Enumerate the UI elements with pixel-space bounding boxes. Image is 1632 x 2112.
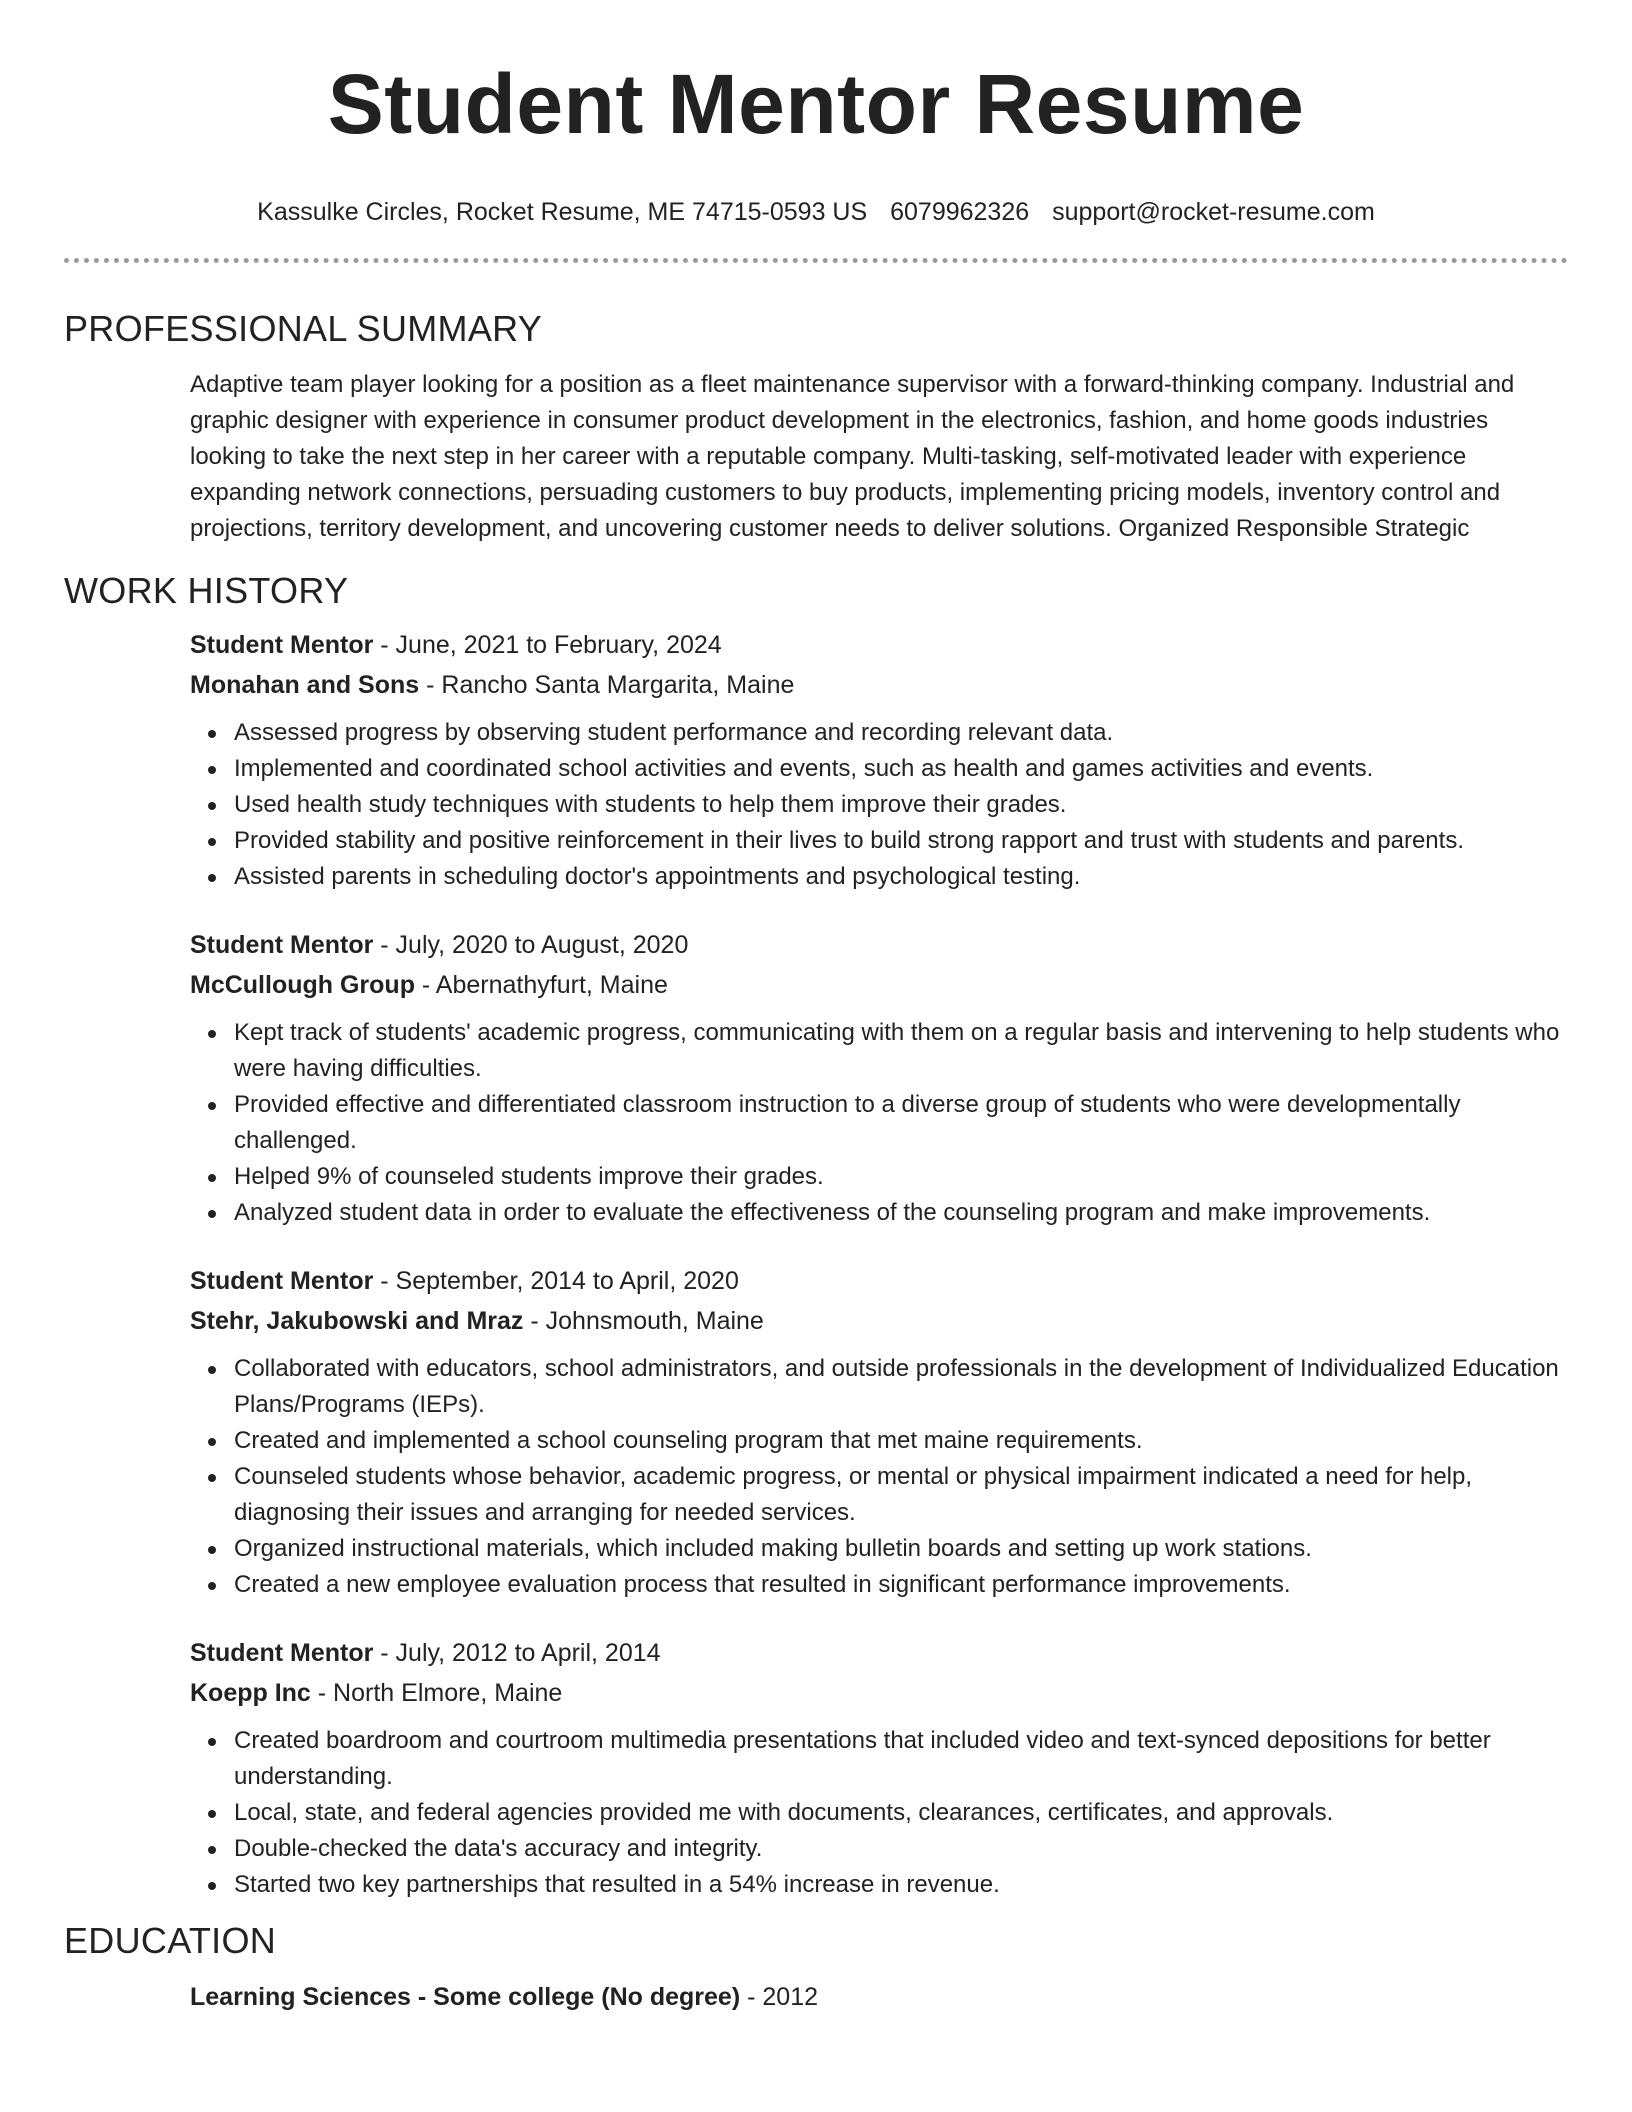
job-role: Student Mentor (190, 931, 374, 959)
resume-title: Student Mentor Resume (327, 57, 1305, 151)
job-company-line (190, 965, 1568, 1005)
contact-email[interactable]: support@rocket-resume.com (1052, 198, 1375, 226)
job-role: Student Mentor (190, 1267, 374, 1295)
job-role-line (190, 1633, 1568, 1673)
summary-section (190, 367, 1568, 547)
job-entry (190, 1633, 1568, 1903)
job-location: - North Elmore, Maine (310, 1679, 563, 1707)
job-entry (190, 625, 1568, 895)
job-role-line (190, 925, 1568, 965)
job-bullet: Kept track of students' academic progress, communicating with them on a regular basis and intervening to help students who were having difficulties. (234, 1015, 1568, 1087)
job-company: McCullough Group (190, 971, 415, 999)
job-company: Monahan and Sons (190, 671, 420, 699)
job-role: Student Mentor (190, 1639, 374, 1667)
work-history-heading: WORK HISTORY (64, 570, 349, 611)
job-bullets (190, 1723, 1568, 1903)
job-role-line (190, 625, 1568, 665)
job-company-line (190, 665, 1568, 705)
summary-text: Adaptive team player looking for a position as a fleet maintenance supervisor with a forward-thinking company. Industrial and graphic designer with experience in consumer product development in the electronics, fashion, and home goods industries looking to take the next step in her career with a reputable company. Multi-tasking, self-motivated leader with experience expanding network connections, persuading customers to buy products, implementing pricing models, inventory control and projections, territory development, and uncovering customer needs to deliver solutions. Organized Responsible Strategic (190, 371, 1515, 542)
job-bullet: Double-checked the data's accuracy and integrity. (234, 1831, 1568, 1867)
job-location: - Rancho Santa Margarita, Maine (419, 671, 795, 699)
job-bullets (190, 1015, 1568, 1231)
job-location: - Johnsmouth, Maine (523, 1307, 764, 1335)
education-heading: EDUCATION (64, 1920, 277, 1961)
job-bullet: Implemented and coordinated school activities and events, such as health and games activities and events. (234, 751, 1568, 787)
job-bullets (190, 715, 1568, 895)
job-company-line (190, 1301, 1568, 1341)
education-entry (190, 1979, 1568, 2015)
job-dates: - June, 2021 to February, 2024 (373, 631, 722, 659)
job-role-line (190, 1261, 1568, 1301)
summary-heading: PROFESSIONAL SUMMARY (64, 308, 543, 349)
job-dates: - July, 2012 to April, 2014 (373, 1639, 661, 1667)
job-entry (190, 925, 1568, 1231)
job-company: Stehr, Jakubowski and Mraz (190, 1307, 524, 1335)
contact-line (64, 196, 1568, 228)
job-bullet: Created a new employee evaluation process that resulted in significant performance improvements. (234, 1567, 1568, 1603)
job-bullet: Provided effective and differentiated classroom instruction to a diverse group of students who were developmentally challenged. (234, 1087, 1568, 1159)
job-role: Student Mentor (190, 631, 374, 659)
job-bullet: Local, state, and federal agencies provided me with documents, clearances, certificates, and approvals. (234, 1795, 1568, 1831)
job-bullet: Created boardroom and courtroom multimedia presentations that included video and text-synced depositions for better understanding. (234, 1723, 1568, 1795)
work-history-section (190, 625, 1568, 1903)
job-bullet: Assessed progress by observing student performance and recording relevant data. (234, 715, 1568, 751)
job-bullet: Created and implemented a school counseling program that met maine requirements. (234, 1423, 1568, 1459)
education-year: - 2012 (740, 1983, 819, 2011)
header-divider (64, 258, 1568, 263)
job-bullet: Analyzed student data in order to evaluate the effectiveness of the counseling program and make improvements. (234, 1195, 1568, 1231)
job-bullet: Used health study techniques with students to help them improve their grades. (234, 787, 1568, 823)
job-bullet: Assisted parents in scheduling doctor's appointments and psychological testing. (234, 859, 1568, 895)
job-bullet: Counseled students whose behavior, academic progress, or mental or physical impairment indicated a need for help, diagnosing their issues and arranging for needed services. (234, 1459, 1568, 1531)
job-bullet: Started two key partnerships that resulted in a 54% increase in revenue. (234, 1867, 1568, 1903)
job-company: Koepp Inc (190, 1679, 311, 1707)
job-bullet: Helped 9% of counseled students improve their grades. (234, 1159, 1568, 1195)
job-bullet: Provided stability and positive reinforcement in their lives to build strong rapport and trust with students and parents. (234, 823, 1568, 859)
job-dates: - July, 2020 to August, 2020 (373, 931, 689, 959)
job-bullet: Organized instructional materials, which included making bulletin boards and setting up work stations. (234, 1531, 1568, 1567)
education-degree: Learning Sciences - Some college (No degree) (190, 1983, 741, 2011)
job-company-line (190, 1673, 1568, 1713)
job-location: - Abernathyfurt, Maine (414, 971, 668, 999)
education-section (190, 1979, 1568, 2015)
job-bullets (190, 1351, 1568, 1603)
contact-address: Kassulke Circles, Rocket Resume, ME 74715-0593 US (257, 198, 868, 226)
contact-phone: 6079962326 (890, 198, 1030, 226)
job-bullet: Collaborated with educators, school administrators, and outside professionals in the development of Individualized Education Plans/Programs (IEPs). (234, 1351, 1568, 1423)
job-dates: - September, 2014 to April, 2020 (373, 1267, 739, 1295)
job-entry (190, 1261, 1568, 1603)
